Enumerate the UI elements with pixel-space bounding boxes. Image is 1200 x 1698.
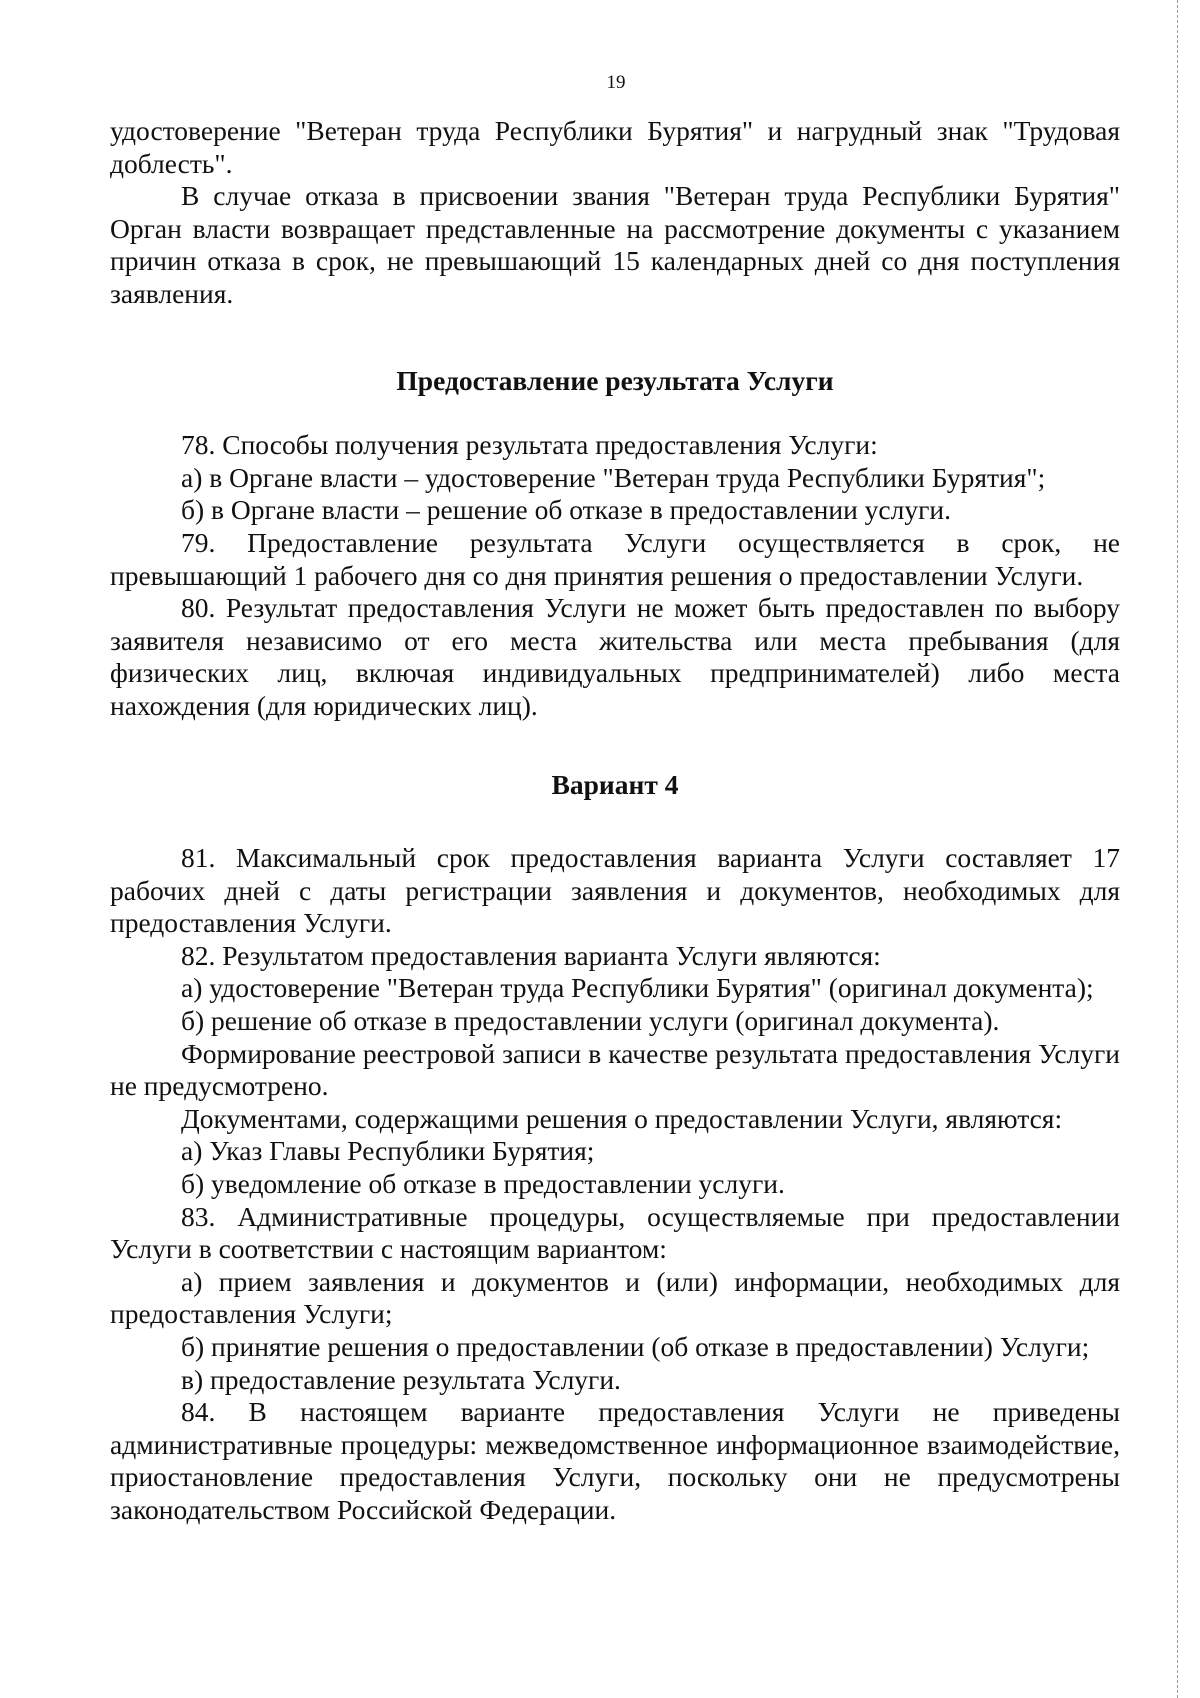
list-item-83c: в) предоставление результата Услуги. xyxy=(181,1363,621,1395)
list-item-82a: а) удостоверение "Ветеран труда Республики Бурятия" (оригинал документа); xyxy=(181,972,1094,1004)
paragraph-81: 81. Максимальный срок предоставления варианта Услуги составляет 17 рабочих дней с даты регистрации заявления и документов, необходимых для предоставления Услуги. xyxy=(110,842,1120,939)
paragraph-78: 78. Способы получения результата предоставления Услуги: xyxy=(181,429,878,461)
paragraph-83: 83. Административные процедуры, осуществляемые при предоставлении Услуги в соответствии с настоящим вариантом: xyxy=(110,1200,1120,1265)
list-item-78b: б) в Органе власти – решение об отказе в предоставлении услуги. xyxy=(181,494,951,526)
document-body xyxy=(110,115,1120,1527)
paragraph-continuation: удостоверение "Ветеран труда Республики Бурятия" и нагрудный знак "Трудовая доблесть". xyxy=(110,115,1120,179)
list-item-82b: б) решение об отказе в предоставлении услуги (оригинал документа). xyxy=(181,1005,1000,1037)
list-item-78a: а) в Органе власти – удостоверение "Ветеран труда Республики Бурятия"; xyxy=(181,461,1046,493)
page-number: 19 xyxy=(606,72,626,93)
list-item-83a: а) прием заявления и документов и (или) информации, необходимых для предоставления Услуги; xyxy=(110,1265,1120,1330)
paragraph-80: 80. Результат предоставления Услуги не может быть предоставлен по выбору заявителя независимо от его места жительства или места пребывания (для физических лиц, включая индивидуальных предпринимателей) либо места нахождения (для юридических лиц). xyxy=(110,592,1120,721)
section-heading-variant-4: Вариант 4 xyxy=(551,768,679,800)
paragraph-decision-documents: Документами, содержащими решения о предоставлении Услуги, являются: xyxy=(181,1102,1063,1134)
paragraph-registry-record: Формирование реестровой записи в качестве результата предоставления Услуги не предусмотрено. xyxy=(110,1037,1120,1102)
list-item-83b: б) принятие решения о предоставлении (об отказе в предоставлении) Услуги; xyxy=(181,1331,1090,1362)
paragraph-84: 84. В настоящем варианте предоставления Услуги не приведены административные процедуры: межведомственное информационное взаимодействие, приостановление предоставления Услуги, поскольку они не предусмотрены законодательством Российской Федерации. xyxy=(110,1396,1120,1525)
section-heading-result: Предоставление результата Услуги xyxy=(396,364,834,396)
paragraph-79: 79. Предоставление результата Услуги осуществляется в срок, не превышающий 1 рабочего дня со дня принятия решения о предоставлении Услуги. xyxy=(110,526,1120,591)
list-item-decision-a: а) Указ Главы Республики Бурятия; xyxy=(181,1135,595,1167)
paragraph-refusal-return: В случае отказа в присвоении звания "Ветеран труда Республики Бурятия" Орган власти возвращает представленные на рассмотрение документы с указанием причин отказа в срок, не превышающий 15 календарных дней со дня поступления заявления. xyxy=(110,180,1120,309)
paragraph-82: 82. Результатом предоставления варианта Услуги являются: xyxy=(181,939,881,971)
list-item-decision-b: б) уведомление об отказе в предоставлении услуги. xyxy=(181,1168,785,1200)
page-edge-line xyxy=(1177,0,1178,1698)
